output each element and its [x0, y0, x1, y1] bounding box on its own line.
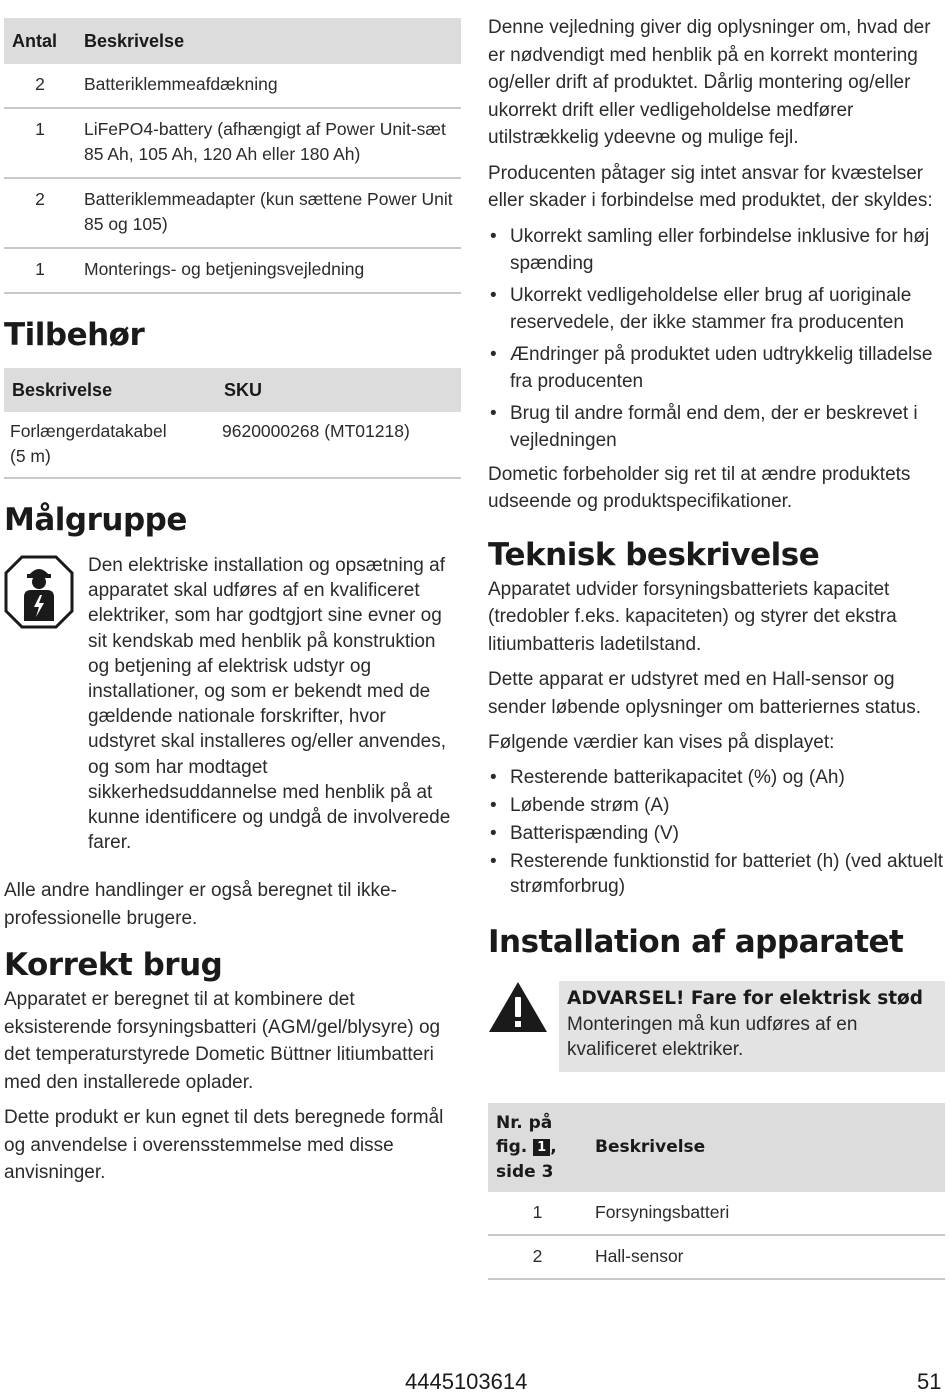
target-group-note: Alle andre handlinger er også beregnet til ikke-professionelle brugere. [4, 880, 397, 929]
list-item: • Resterende funktionstid for batteriet (h) (ved aktuelt strømforbrug) [488, 849, 945, 899]
cell-desc: Batteriklemmeafdækning [76, 64, 461, 108]
list-item: • Løbende strøm (A) [488, 793, 945, 819]
parts-header-qty: Antal [4, 18, 76, 64]
table-row [488, 1192, 945, 1235]
warning-text: Monteringen må kun udføres af en kvalificeret elektriker. [567, 1013, 858, 1060]
tech-p1: Apparatet udvider forsyningsbatteriets kapacitet (tredobler f.eks. kapaciteten) og styrer det ekstra litiumbatteris ladetilstand. [488, 578, 897, 655]
cell-qty: 2 [4, 64, 76, 108]
page-number: 51 [917, 1369, 942, 1392]
table-row [4, 108, 461, 178]
cell-qty: 1 [4, 248, 76, 293]
warning-block [488, 981, 945, 1072]
list-item: • Brug til andre formål end dem, der er beskrevet i vejledningen [488, 400, 945, 455]
list-item: • Ukorrekt vedligeholdelse eller brug af uoriginale reservedele, der ikke stammer fra producenten [488, 282, 945, 337]
install-heading: Installation af apparatet [488, 923, 904, 960]
warning-box [559, 981, 945, 1072]
list-item: • Resterende batterikapacitet (%) og (Ah) [488, 765, 945, 791]
target-group-block [4, 553, 461, 855]
target-group-text: Den elektriske installation og opsætning af apparatet skal udføres af en kvalificeret elektriker, som har godtgjort sine evner og sit kendskab med henblik på konstruktion og betjening af elektrisk udstyr og installationer, og som er bekendt med de gældende nationale forskrifter, hvor udstyret skal installeres og/eller anvendes, og som har modtaget sikkerhedsuddannelse med henblik på at kunne identificere og undgå de involverede farer. [88, 555, 451, 854]
correct-use-heading: Korrekt brug [4, 947, 223, 984]
intro-p2: Producenten påtager sig intet ansvar for kvæstelser eller skader i forbindelse med produktet, der skyldes: [488, 162, 933, 211]
display-values-list [488, 765, 945, 899]
parts-header-desc: Beskrivelse [76, 18, 461, 64]
liability-list [488, 223, 945, 455]
cell-nr: 1 [488, 1192, 587, 1235]
list-item: • Ændringer på produktet uden udtrykkelig tilladelse fra producenten [488, 341, 945, 396]
correct-use-p2: Dette produkt er kun egnet til dets beregnede formål og anvendelse i overensstemmelse med disse anvisninger. [4, 1107, 444, 1184]
figure-ref-badge: 1 [533, 1139, 550, 1156]
parts-table [4, 18, 461, 294]
list-item: • Batterispænding (V) [488, 821, 945, 847]
acc-header-sku: SKU [216, 368, 461, 412]
cell-sku: 9620000268 (MT01218) [216, 412, 461, 478]
cell-desc: Forsyningsbatteri [587, 1192, 945, 1235]
table-row [4, 248, 461, 293]
cell-desc: Batteriklemmeadapter (kun sættene Power Unit 85 og 105) [76, 178, 461, 248]
accessories-table [4, 368, 461, 479]
right-column [488, 14, 945, 1280]
left-column [4, 18, 461, 1195]
intro-p3: Dometic forbeholder sig ret til at ændre produktets udseende og produktspecifikationer. [488, 463, 911, 512]
document-code: 4445103614 [405, 1369, 528, 1392]
table-row [4, 412, 461, 478]
warning-triangle-icon [488, 981, 548, 1033]
fig-header-post: , side 3 [496, 1137, 557, 1182]
target-group-heading: Målgruppe [4, 502, 187, 538]
warning-title: ADVARSEL! Fare for elektrisk stød [567, 987, 924, 1009]
tech-heading: Teknisk beskrivelse [488, 536, 820, 573]
correct-use-p1: Apparatet er beregnet til at kombinere det eksisterende forsyningsbatteri (AGM/gel/blysyre) og det temperaturstyrede Dometic Büttner litiumbatteri med den installerede oplader. [4, 989, 441, 1093]
figure-table [488, 1103, 945, 1281]
tech-p2: Dette apparat er udstyret med en Hall-sensor og sender løbende oplysninger om batteriernes status. [488, 669, 922, 718]
fig-header-nr [488, 1103, 587, 1193]
table-row [4, 178, 461, 248]
table-row [488, 1235, 945, 1279]
cell-desc: LiFePO4-battery (afhængigt af Power Unit-sæt 85 Ah, 105 Ah, 120 Ah eller 180 Ah) [76, 108, 461, 178]
electrician-icon [4, 555, 74, 629]
cell-desc: Forlængerdatakabel (5 m) [4, 412, 216, 478]
fig-header-pre: Nr. på fig. [496, 1112, 553, 1157]
cell-qty: 1 [4, 108, 76, 178]
cell-desc: Monterings- og betjeningsvejledning [76, 248, 461, 293]
accessories-heading: Tilbehør [4, 317, 145, 353]
cell-nr: 2 [488, 1235, 587, 1279]
acc-header-desc: Beskrivelse [4, 368, 216, 412]
tech-p3: Følgende værdier kan vises på displayet: [488, 732, 835, 753]
intro-p1: Denne vejledning giver dig oplysninger om, hvad der er nødvendigt med henblik på en korrekt montering og/eller drift af produktet. Dårlig montering og/eller ukorrekt drift eller vedligeholdelse medfører utilstrækkelig ydeevne og mulige fejl. [488, 17, 931, 148]
cell-qty: 2 [4, 178, 76, 248]
table-row [4, 64, 461, 108]
fig-header-desc: Beskrivelse [587, 1103, 945, 1193]
list-item: • Ukorrekt samling eller forbindelse inklusive for høj spænding [488, 223, 945, 278]
cell-desc: Hall-sensor [587, 1235, 945, 1279]
